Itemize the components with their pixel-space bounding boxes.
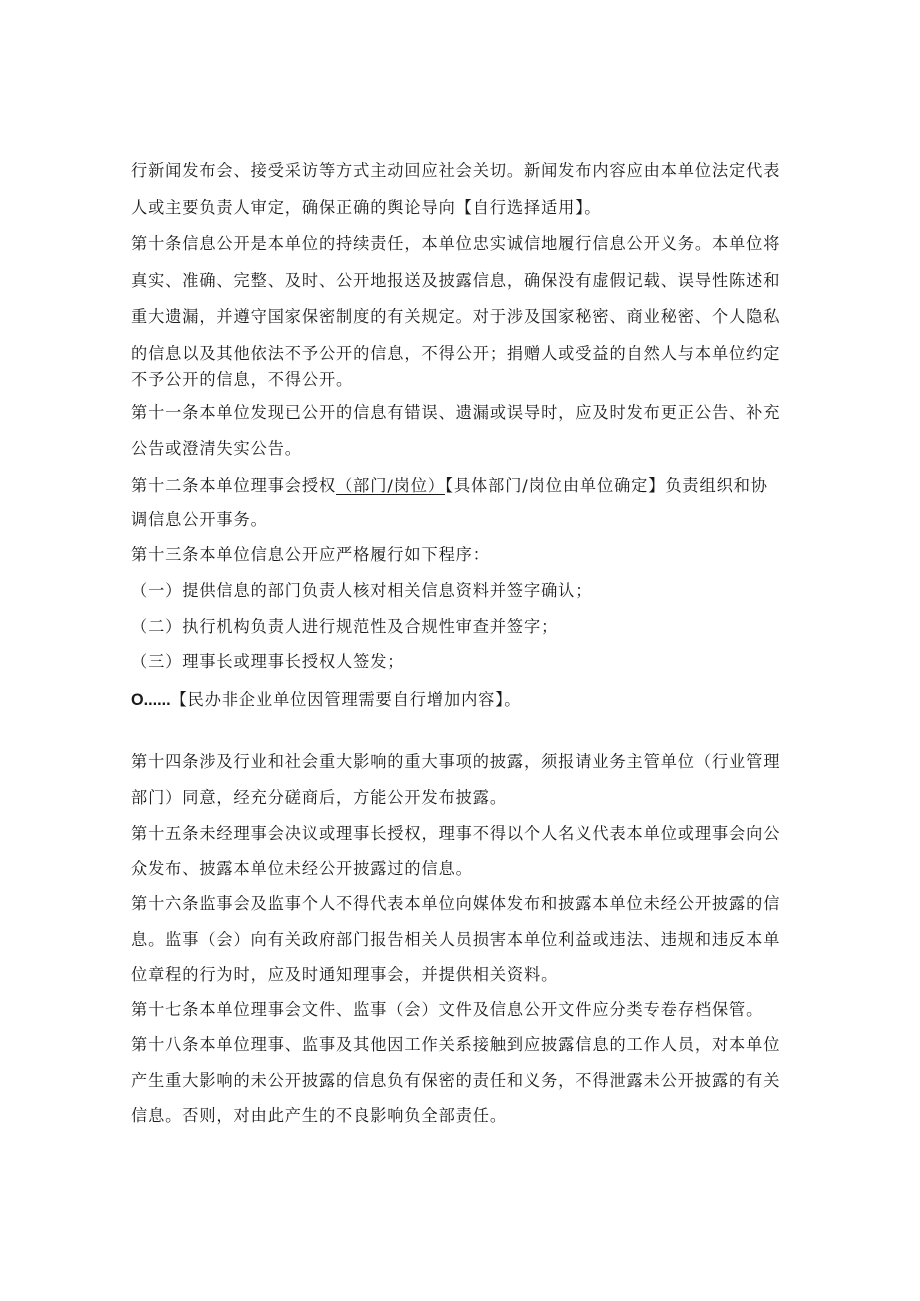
text-line: 行新闻发布会、接受采访等方式主动回应社会关切。新闻发布内容应由本单位法定代表 — [131, 161, 781, 180]
text-line: 信息。否则，对由此产生的不良影响负全部责任。 — [131, 1106, 507, 1125]
text-line: 产生重大影响的未公开披露的信息负有保密的责任和义务，不得泄露未公开披露的有关 — [131, 1071, 781, 1090]
text-line: 真实、准确、完整、及时、公开地报送及披露信息，确保没有虚假记载、误导性陈述和 — [131, 271, 781, 290]
text-line: 第十一条本单位发现已公开的信息有错误、遗漏或误导时，应及时发布更正公告、补充 — [131, 403, 781, 422]
text-line: 第十六条监事会及监事个人不得代表本单位向媒体发布和披露本单位未经公开披露的信 — [131, 894, 781, 913]
text-segment: 【民办非企业单位因管理需要自行增加内容】。 — [170, 690, 522, 709]
text-line: 第十三条本单位信息公开应严格履行如下程序： — [131, 545, 490, 564]
text-line: 公告或澄清失实公告。 — [131, 439, 302, 458]
text-line: 息。监事（会）向有关政府部门报告相关人员损害本单位利益或违法、违规和违反本单 — [131, 930, 781, 949]
text-line: （二）执行机构负责人进行规范性及合规性审查并签字； — [131, 617, 559, 636]
text-segment: 【具体部门/岗位由单位确定】负责组织和协 — [444, 476, 768, 495]
text-line: 位章程的行为时，应及时通知理事会，并提供相关资料。 — [131, 965, 559, 984]
underlined-blank: （部门/岗位） — [336, 476, 445, 495]
text-line: 第十四条涉及行业和社会重大影响的重大事项的披露，须报请业务主管单位（行业管理 — [131, 752, 781, 771]
text-line: 第十条信息公开是本单位的持续责任，本单位忠实诚信地履行信息公开义务。本单位将 — [131, 234, 781, 253]
text-line — [131, 476, 768, 496]
text-line: 众发布、披露本单位未经公开披露过的信息。 — [131, 859, 473, 878]
text-segment: 第十二条本单位理事会授权 — [131, 476, 337, 495]
text-line: 第十八条本单位理事、监事及其他因工作关系接触到应披露信息的工作人员，对本单位 — [131, 1035, 781, 1054]
text-line: （三）理事长或理事长授权人签发； — [131, 652, 405, 671]
text-line: 部门）同意，经充分磋商后，方能公开发布披露。 — [131, 788, 507, 807]
ellipsis-marker: O...... — [131, 691, 171, 709]
text-line: 第十七条本单位理事会文件、监事（会）文件及信息公开文件应分类专卷存档保管。 — [131, 1000, 764, 1019]
text-line: 调信息公开事务。 — [131, 510, 268, 529]
text-line: 不予公开的信息，不得公开。 — [131, 370, 354, 389]
text-line: 重大遗漏，并遵守国家保密制度的有关规定。对于涉及国家秘密、商业秘密、个人隐私 — [131, 307, 781, 326]
text-line: （一）提供信息的部门负责人核对相关信息资料并签字确认； — [131, 581, 593, 600]
text-line — [131, 690, 521, 710]
text-line: 第十五条未经理事会决议或理事长授权，理事不得以个人名义代表本单位或理事会向公 — [131, 824, 781, 843]
text-line: 人或主要负责人审定，确保正确的舆论导向【自行选择适用】。 — [131, 198, 602, 217]
text-line: 的信息以及其他依法不予公开的信息，不得公开；捐赠人或受益的自然人与本单位约定 — [131, 344, 781, 363]
